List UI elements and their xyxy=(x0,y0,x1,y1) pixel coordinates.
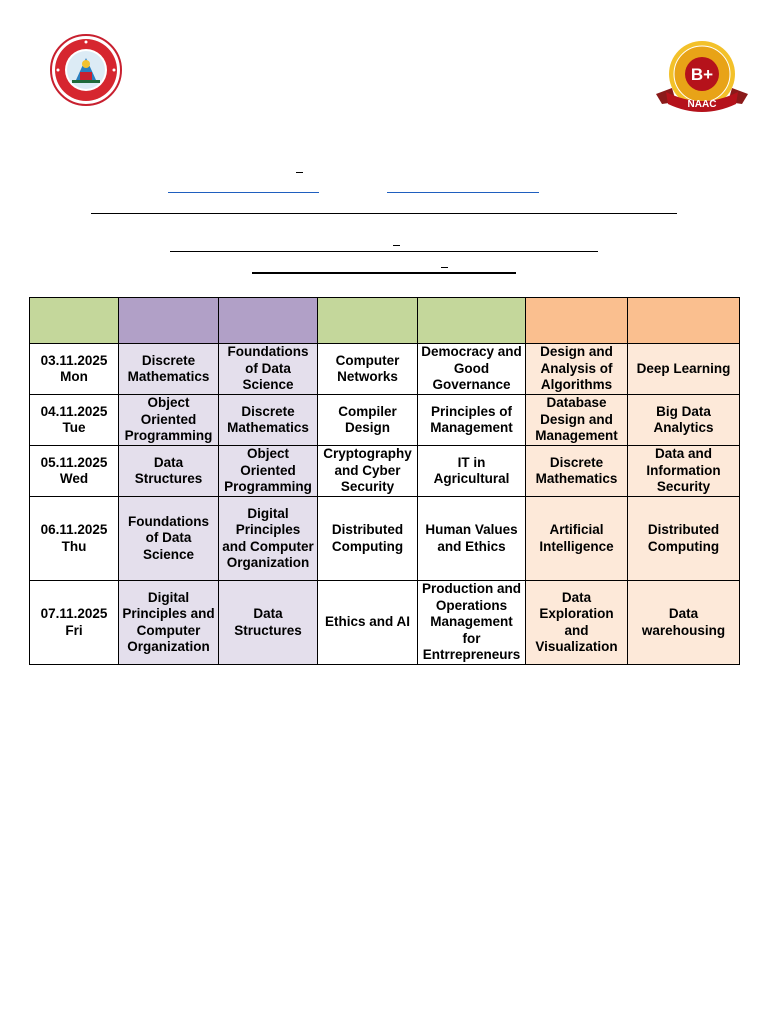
subject-cell: Object Oriented Programming xyxy=(219,446,318,497)
date-text: 07.11.2025 xyxy=(40,606,108,621)
subject-cell: Democracy and Good Governance xyxy=(418,344,526,395)
subject-cell: Production and Operations Management for Entrrepreneurs xyxy=(418,581,526,665)
email-link-underline[interactable] xyxy=(168,192,319,193)
day-text: Mon xyxy=(60,369,88,384)
title-underline xyxy=(170,251,598,252)
subject-cell: Deep Learning xyxy=(628,344,740,395)
subject-cell: Discrete Mathematics xyxy=(526,446,628,497)
header-cell xyxy=(628,298,740,344)
table-row xyxy=(30,581,740,665)
header-divider xyxy=(91,213,677,214)
subject-cell: Data Structures xyxy=(219,581,318,665)
table-row xyxy=(30,497,740,581)
table-row xyxy=(30,344,740,395)
day-text: Fri xyxy=(65,622,83,638)
table-row xyxy=(30,395,740,446)
date-cell xyxy=(30,446,119,497)
subject-cell: Foundations of Data Science xyxy=(119,497,219,581)
subject-cell: Discrete Mathematics xyxy=(219,395,318,446)
date-cell xyxy=(30,497,119,581)
subject-cell: Human Values and Ethics xyxy=(418,497,526,581)
day-text: Thu xyxy=(61,538,87,554)
header-cell xyxy=(119,298,219,344)
subject-cell: Database Design and Management xyxy=(526,395,628,446)
subject-cell: Compiler Design xyxy=(318,395,418,446)
date-text: 05.11.2025 xyxy=(40,454,108,470)
date-text: 04.11.2025 xyxy=(40,403,108,419)
website-link-underline[interactable] xyxy=(387,192,539,193)
subtitle-underline xyxy=(252,272,516,274)
svg-text:NAAC: NAAC xyxy=(687,99,717,110)
college-seal-logo-icon xyxy=(46,34,126,106)
table-header-row xyxy=(30,298,740,344)
exam-timetable xyxy=(29,297,740,665)
subject-cell: Data Exploration and Visualization xyxy=(526,581,628,665)
header-cell-date xyxy=(30,298,119,344)
header-cell xyxy=(418,298,526,344)
naac-accreditation-badge-icon xyxy=(652,38,752,120)
header-cell xyxy=(318,298,418,344)
subject-cell: Foundations of Data Science xyxy=(219,344,318,395)
header-cell xyxy=(219,298,318,344)
subject-cell: Big Data Analytics xyxy=(628,395,740,446)
subject-cell: IT in Agricultural xyxy=(418,446,526,497)
header-cell xyxy=(526,298,628,344)
day-text: Tue xyxy=(62,420,86,435)
subject-cell: Cryptography and Cyber Security xyxy=(318,446,418,497)
subject-cell: Data and Information Security xyxy=(628,446,740,497)
date-cell xyxy=(30,344,119,395)
subject-cell: Digital Principles and Computer Organization xyxy=(219,497,318,581)
subject-cell: Distributed Computing xyxy=(318,497,418,581)
subject-cell: Distributed Computing xyxy=(628,497,740,581)
subject-cell: Data warehousing xyxy=(628,581,740,665)
table-row xyxy=(30,446,740,497)
subject-cell: Data Structures xyxy=(119,446,219,497)
date-cell xyxy=(30,581,119,665)
subject-cell: Object Oriented Programming xyxy=(119,395,219,446)
date-text: 06.11.2025 xyxy=(40,522,108,537)
subject-cell: Discrete Mathematics xyxy=(119,344,219,395)
subject-cell: Artificial Intelligence xyxy=(526,497,628,581)
subject-cell: Computer Networks xyxy=(318,344,418,395)
title-dash xyxy=(393,245,400,246)
subject-cell: Digital Principles and Computer Organization xyxy=(119,581,219,665)
day-text: Wed xyxy=(59,471,89,486)
subtitle-dash xyxy=(441,267,448,268)
subject-cell: Design and Analysis of Algorithms xyxy=(526,344,628,395)
svg-text:B+: B+ xyxy=(690,65,714,84)
subject-cell: Principles of Management xyxy=(418,395,526,446)
date-text: 03.11.2025 xyxy=(40,352,108,368)
date-cell xyxy=(30,395,119,446)
header-dash xyxy=(296,172,303,173)
subject-cell: Ethics and AI xyxy=(318,581,418,665)
